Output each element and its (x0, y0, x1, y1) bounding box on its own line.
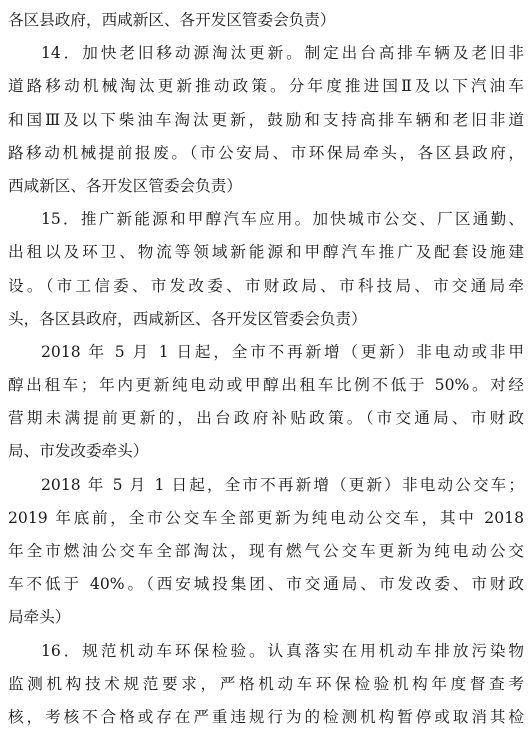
text-line: 头，各区县政府，西咸新区、各开发区管委会负责） (8, 309, 367, 328)
text-line: 年全市燃油公交车全部淘汰，现有燃气公交车更新为纯电动公交 (8, 542, 524, 560)
text-line: 道路移动机械淘汰更新推动政策。分年度推进国Ⅱ及以下汽油车 (8, 77, 524, 96)
text-line: 14．加快老旧移动源淘汰更新。制定出台高排车辆及老旧非 (41, 44, 524, 63)
text-line: 监测机构技术规范要求，严格机动车环保检验机构年度督查考 (8, 674, 524, 693)
text-line: 各区县政府，西咸新区、各开发区管委会负责） (8, 11, 336, 29)
text-line: 局、市发改委牵头） (8, 442, 149, 461)
text-line: 醇出租车；年内更新纯电动或甲醇出租车比例不低于 50%。对经 (8, 376, 524, 395)
paragraph-bus (8, 469, 524, 635)
text-line: 营期未满提前更新的，出台政府补贴政策。（市交通局、市财政 (8, 409, 524, 428)
text-line: 局牵头） (8, 608, 71, 627)
text-line: 路移动机械提前报废。（市公安局、市环保局牵头，各区县政府， (8, 143, 524, 162)
paragraph-item-14 (8, 37, 524, 203)
text-line: 2019 年底前，全市公交车全部更新为纯电动公交车，其中 2018 (8, 508, 524, 527)
text-line: 15．推广新能源和甲醇汽车应用。加快城市公交、厂区通勤、 (41, 210, 524, 229)
text-line: 2018 年 5 月 1 日起，全市不再新增（更新）非电动公交车； (41, 475, 524, 494)
text-line: 车不低于 40%。（西安城投集团、市交通局、市发改委、市财政 (8, 575, 524, 594)
text-line: 2018 年 5 月 1 日起，全市不再新增（更新）非电动或非甲 (41, 342, 524, 361)
paragraph-item-16 (8, 635, 524, 735)
text-line: 16．规范机动车环保检验。认真落实在用机动车排放污染物 (41, 641, 524, 660)
paragraph-continuation (8, 4, 524, 37)
text-line: 出租以及环卫、物流等领域新能源和甲醇汽车推广及配套设施建 (8, 243, 524, 262)
text-line: 和国Ⅲ及以下柴油车淘汰更新，鼓励和支持高排车辆和老旧非道 (8, 110, 524, 129)
document-page (8, 4, 524, 734)
paragraph-item-15 (8, 203, 524, 336)
paragraph-taxi (8, 336, 524, 469)
text-line: 西咸新区、各开发区管委会负责） (8, 176, 242, 195)
text-line: 核，考核不合格或存在严重违规行为的检测机构暂停或取消其检 (8, 707, 524, 726)
text-line: 设。（市工信委、市发改委、市财政局、市科技局、市交通局牵 (8, 276, 524, 295)
